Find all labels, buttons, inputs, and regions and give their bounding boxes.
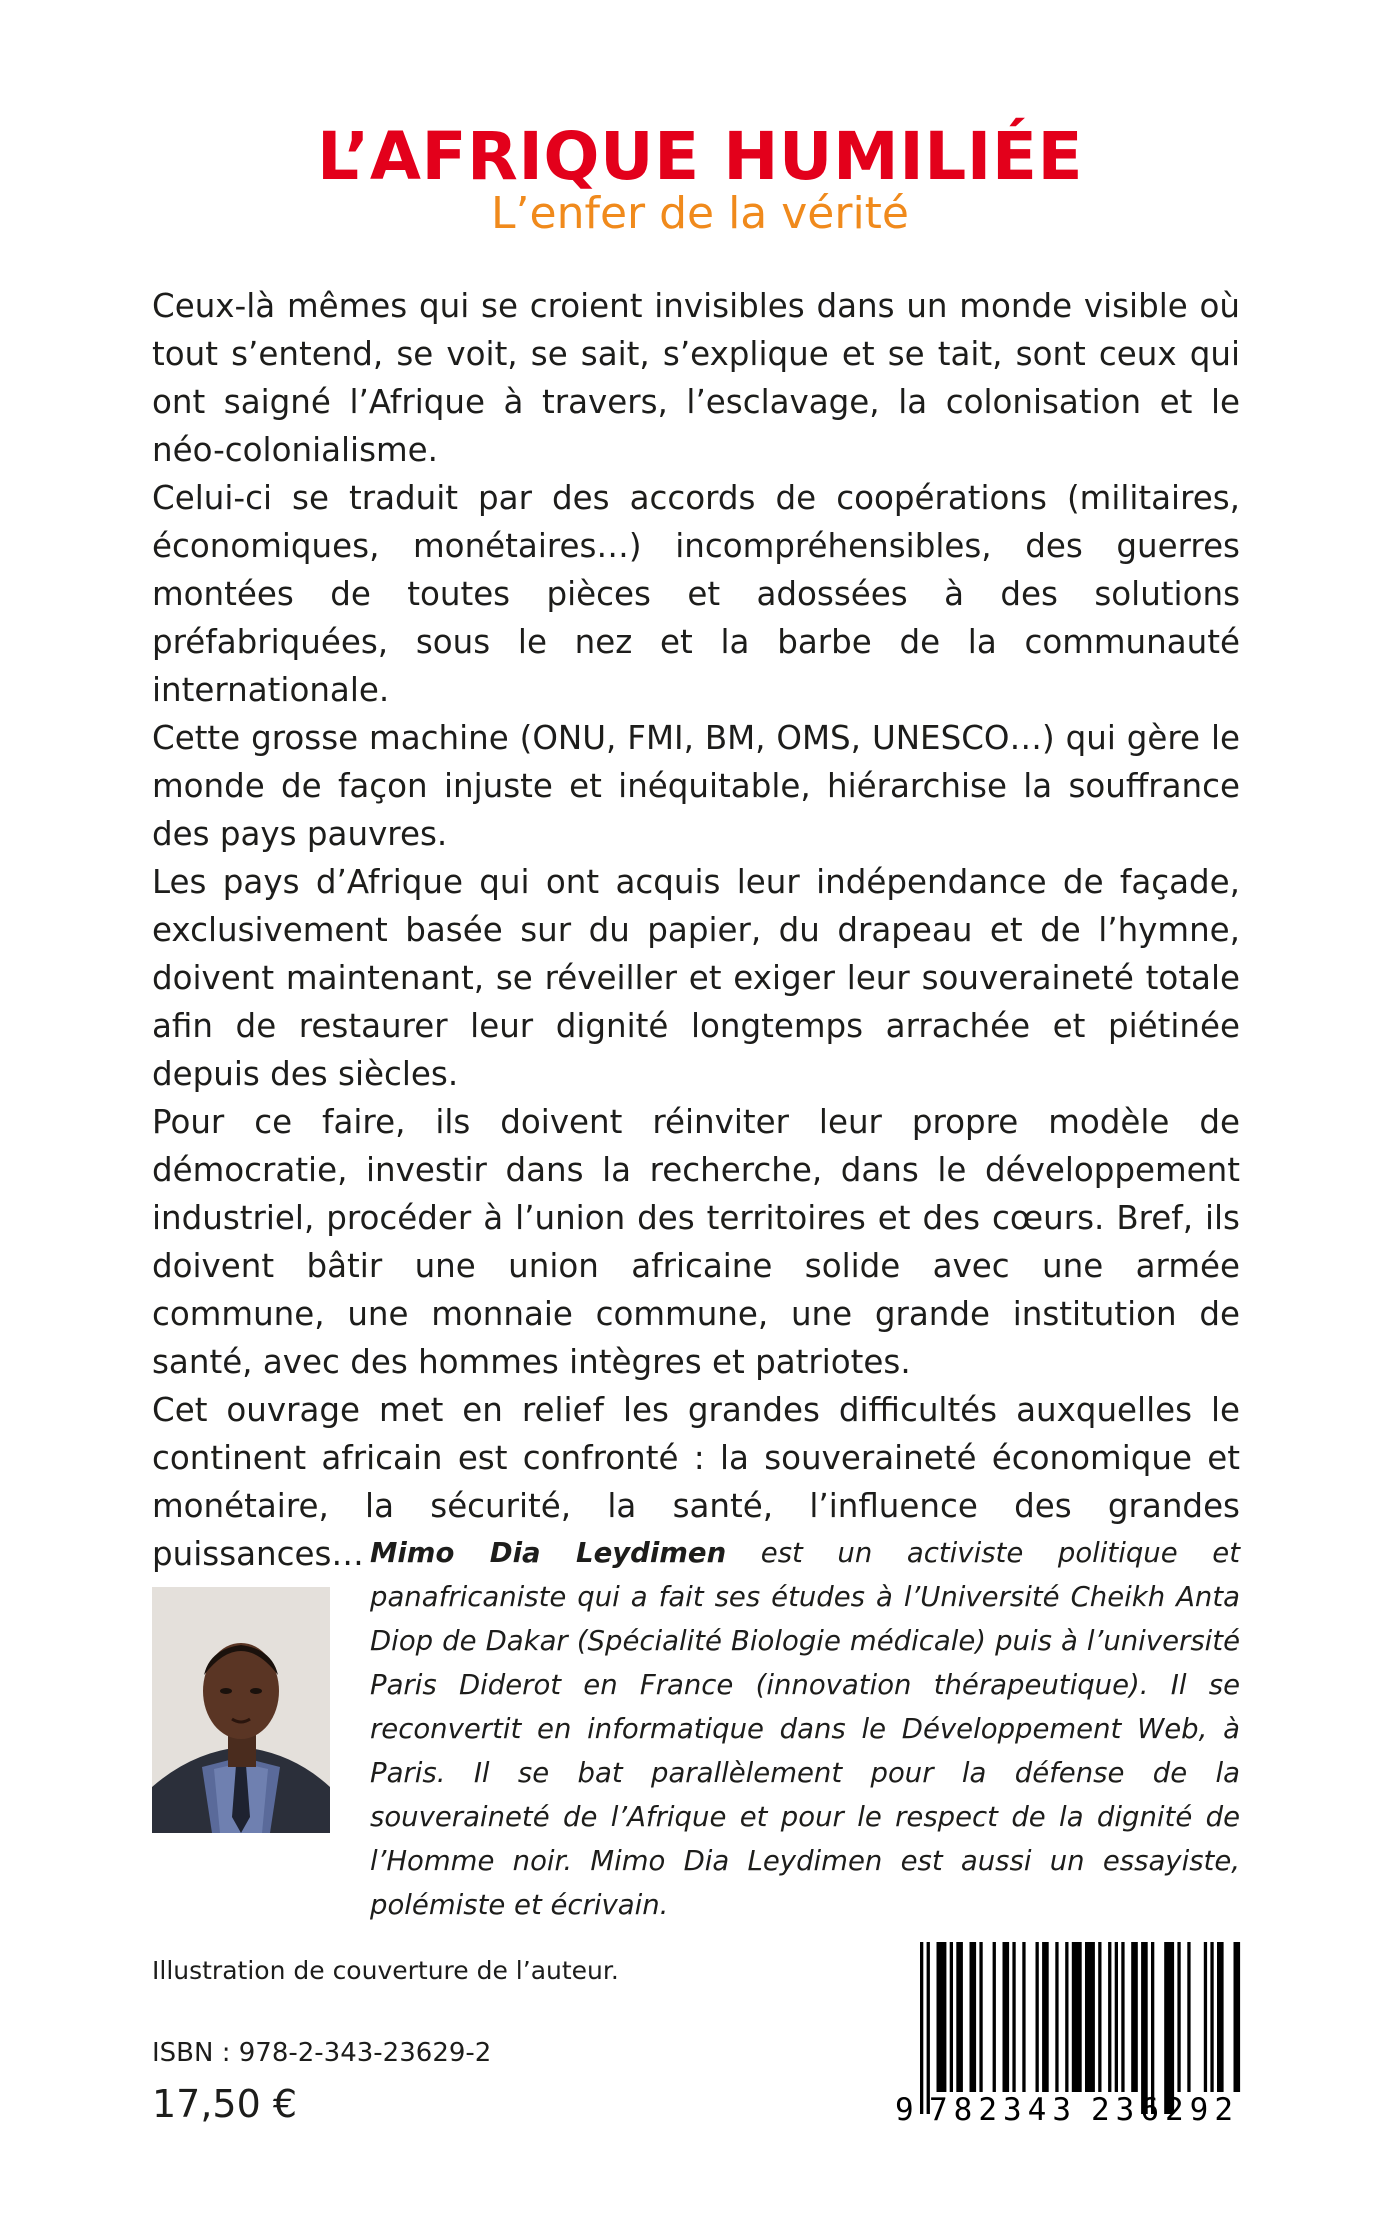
blurb-paragraph-2: Celui-ci se traduit par des accords de coopérations (militaires, économiques, monétaires…) incompréhensibles, des guerres montées de toutes pièces et adossées à des solutions préfabriquées, sous le nez et la barbe de la communauté internationale. [152,479,1240,709]
barcode-bar [979,1942,982,2092]
barcode-digits-right: 236292 [1091,2092,1239,2128]
barcode-bar [1187,1942,1190,2092]
barcode-bar [1234,1942,1241,2092]
barcode-bar [1217,1942,1224,2092]
book-title: L’AFRIQUE HUMILIÉE [316,118,1084,195]
author-portrait-icon [152,1587,330,1833]
barcode-bar [927,1942,930,2114]
barcode-bar [1177,1942,1180,2092]
barcode-bar [937,1942,947,2092]
barcode-digits [895,2092,1245,2130]
barcode-bar [1085,1942,1095,2092]
barcode-bar [1108,1942,1111,2092]
barcode-bar [1072,1942,1082,2092]
blurb-paragraph-6: Cet ouvrage met en relief les grandes difficultés auxquelles le continent africain est confronté : la souveraineté économique et monétaire, la sécurité, la santé, l’influence des grandes puissances… [152,1391,1240,1573]
barcode-bar [1204,1942,1207,2092]
barcode-bar [1036,1942,1039,2092]
barcode-bar [1055,1942,1058,2092]
barcode-bar [1098,1942,1101,2092]
barcode-bar [1141,1942,1148,2114]
barcode-bar [993,1942,996,2092]
barcode-digits-left: 782343 [929,2092,1077,2128]
barcode-bar [956,1942,963,2092]
back-cover-blurb [152,282,1240,1578]
barcode-bar [970,1942,977,2092]
barcode-bar [1003,1942,1010,2092]
barcode-bar [1164,1942,1174,2114]
author-bio-text: est un activiste politique et panafricaniste qui a fait ses études à l’Université Cheikh Anta Diop de Dakar (Spécialité Biologie médicale) puis à l’université Paris Diderot en France (innovation thérapeutique). Il se reconvertit en informatique dans le Développement Web, à Paris. Il se bat parallèlement pour la défense de la souveraineté de l’Afrique et pour le respect de la dignité de l’Homme noir. Mimo Dia Leydimen est aussi un essayiste, polémiste et écrivain. [370,1537,1240,1921]
price: 17,50 € [152,2082,298,2126]
barcode-bar [950,1942,953,2092]
barcode-bar [1012,1942,1015,2092]
book-subtitle: L’enfer de la vérité [491,188,909,239]
barcode-digit-lead: 9 [895,2092,914,2128]
blurb-paragraph-1: Ceux-là mêmes qui se croient invisibles dans un monde visible où tout s’entend, se voit, se sait, s’explique et se tait, sont ceux qui ont saigné l’Afrique à travers, l’esclavage, la colonisation et le néo-colonialisme. [152,287,1240,469]
author-bio [370,1531,1240,1927]
barcode-bar [1210,1942,1213,2092]
barcode-bar [1151,1942,1154,2114]
blurb-paragraph-3: Cette grosse machine (ONU, FMI, BM, OMS, UNESCO…) qui gère le monde de façon injuste et inéquitable, hiérarchise la souffrance des pays pauvres. [152,719,1240,853]
barcode-bar [1022,1942,1025,2092]
isbn: ISBN : 978-2-343-23629-2 [152,2038,492,2068]
barcode-bar [920,1942,923,2114]
barcode-bar [1115,1942,1118,2092]
cover-credit: Illustration de couverture de l’auteur. [152,1956,619,1985]
barcode-bar [1065,1942,1068,2092]
barcode-bar [1121,1942,1124,2092]
blurb-paragraph-5: Pour ce faire, ils doivent réinviter leur propre modèle de démocratie, investir dans la recherche, dans le développement industriel, procéder à l’union des territoires et des cœurs. Bref, ils doivent bâtir une union africaine solide avec une armée commune, une monnaie commune, une grande institution de santé, avec des hommes intègres et patriotes. [152,1103,1240,1381]
author-name: Mimo Dia Leydimen [370,1537,727,1569]
blurb-paragraph-4: Les pays d’Afrique qui ont acquis leur indépendance de façade, exclusivement basée sur du papier, du drapeau et de l’hymne, doivent maintenant, se réveiller et exiger leur souveraineté totale afin de restaurer leur dignité longtemps arrachée et piétinée depuis des siècles. [152,863,1240,1093]
author-photo [152,1587,330,1833]
barcode-bar [1131,1942,1138,2092]
barcode-bar [1042,1942,1049,2092]
